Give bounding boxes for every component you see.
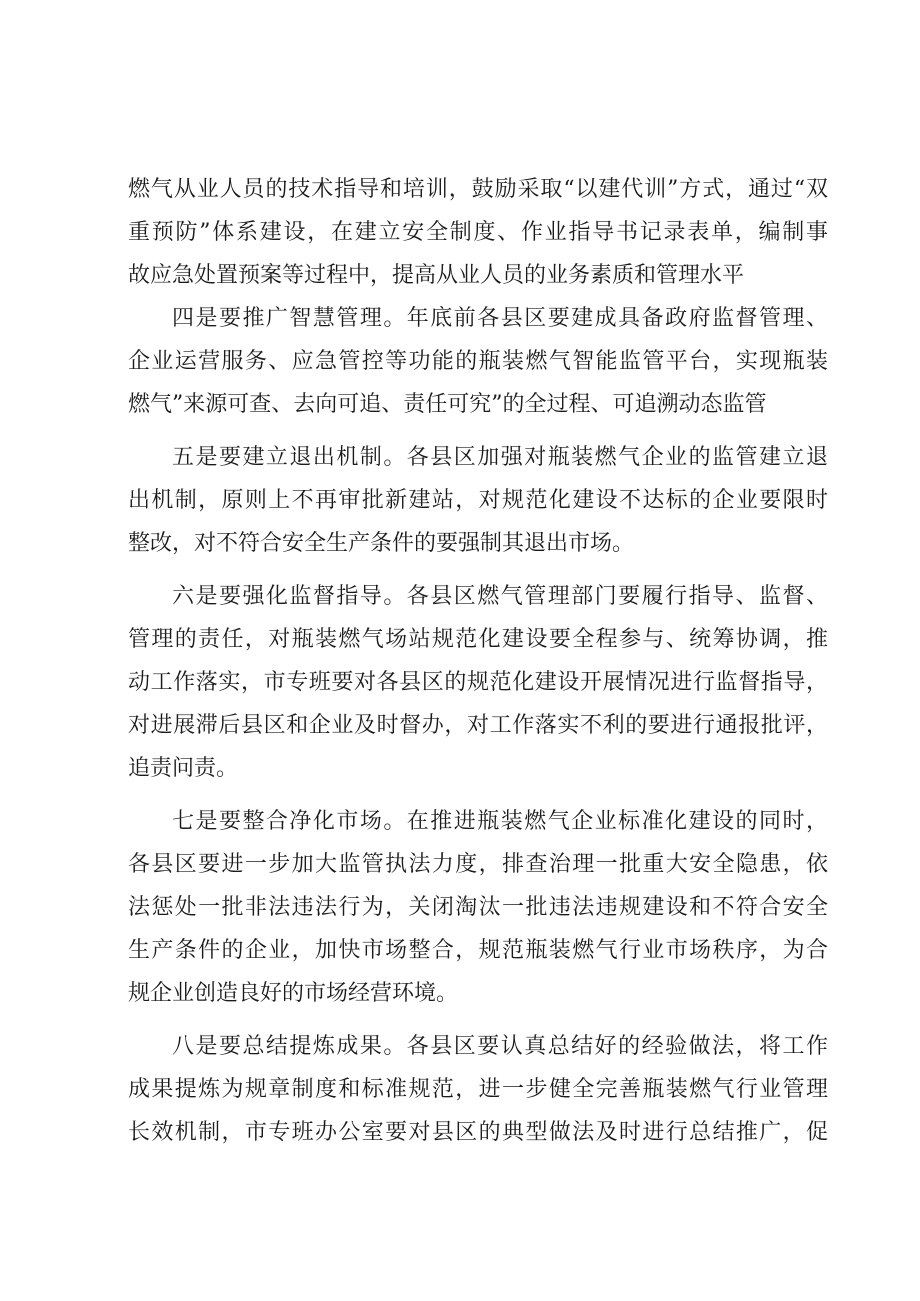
text-line: 七是要整合净化市场。在推进瓶装燃气企业标准化建设的同时，	[172, 809, 828, 834]
text-line: 八是要总结提炼成果。各县区要认真总结好的经验做法，将工作	[172, 1034, 828, 1059]
paragraph-supervision	[128, 575, 828, 790]
text-line: 生产条件的企业，加快市场整合，规范瓶装燃气行业市场秩序，为合	[128, 938, 828, 963]
text-line: 成果提炼为规章制度和标准规范，进一步健全完善瓶装燃气行业管理	[128, 1077, 828, 1102]
paragraph-exit-mechanism	[128, 436, 828, 565]
text-line: 管理的责任，对瓶装燃气场站规范化建设要全程参与、统筹协调，推	[128, 627, 828, 652]
document-body	[128, 168, 828, 1154]
paragraph-smart-management	[128, 297, 828, 426]
text-line: 对进展滞后县区和企业及时督办，对工作落实不利的要进行通报批评，	[128, 713, 828, 738]
text-line: 长效机制，市专班办公室要对县区的典型做法及时进行总结推广，促	[128, 1120, 828, 1145]
text-line: 企业运营服务、应急管控等功能的瓶装燃气智能监管平台，实现瓶装	[128, 349, 828, 374]
text-line: 动工作落实，市专班要对各县区的规范化建设开展情况进行监督指导，	[128, 670, 828, 695]
text-line: 四是要推广智慧管理。年底前各县区要建成具备政府监督管理、	[172, 306, 828, 331]
paragraph-market-integration	[128, 800, 828, 1015]
text-line: 重预防”体系建设，在建立安全制度、作业指导书记录表单，编制事	[128, 220, 828, 245]
text-line: 整改，对不符合安全生产条件的要强制其退出市场。	[128, 531, 635, 556]
text-line: 各县区要进一步加大监管执法力度，排查治理一批重大安全隐患，依	[128, 852, 828, 877]
text-line: 六是要强化监督指导。各县区燃气管理部门要履行指导、监督、	[172, 584, 828, 609]
text-line: 五是要建立退出机制。各县区加强对瓶装燃气企业的监管建立退	[172, 445, 828, 470]
text-line: 出机制，原则上不再审批新建站，对规范化建设不达标的企业要限时	[128, 488, 828, 513]
text-line: 燃气从业人员的技术指导和培训，鼓励采取“以建代训”方式，通过“双	[128, 177, 828, 202]
text-line: 规企业创造良好的市场经营环境。	[128, 981, 459, 1006]
text-line: 法惩处一批非法违法行为，关闭淘汰一批违法违规建设和不符合安全	[128, 895, 828, 920]
text-line: 燃气”来源可查、去向可追、责任可究”的全过程、可追溯动态监管	[128, 392, 767, 417]
text-line: 追责问责。	[128, 756, 239, 781]
paragraph-training	[128, 168, 828, 297]
paragraph-summarize-results	[128, 1025, 828, 1154]
text-line: 故应急处置预案等过程中，提高从业人员的业务素质和管理水平	[128, 263, 745, 288]
